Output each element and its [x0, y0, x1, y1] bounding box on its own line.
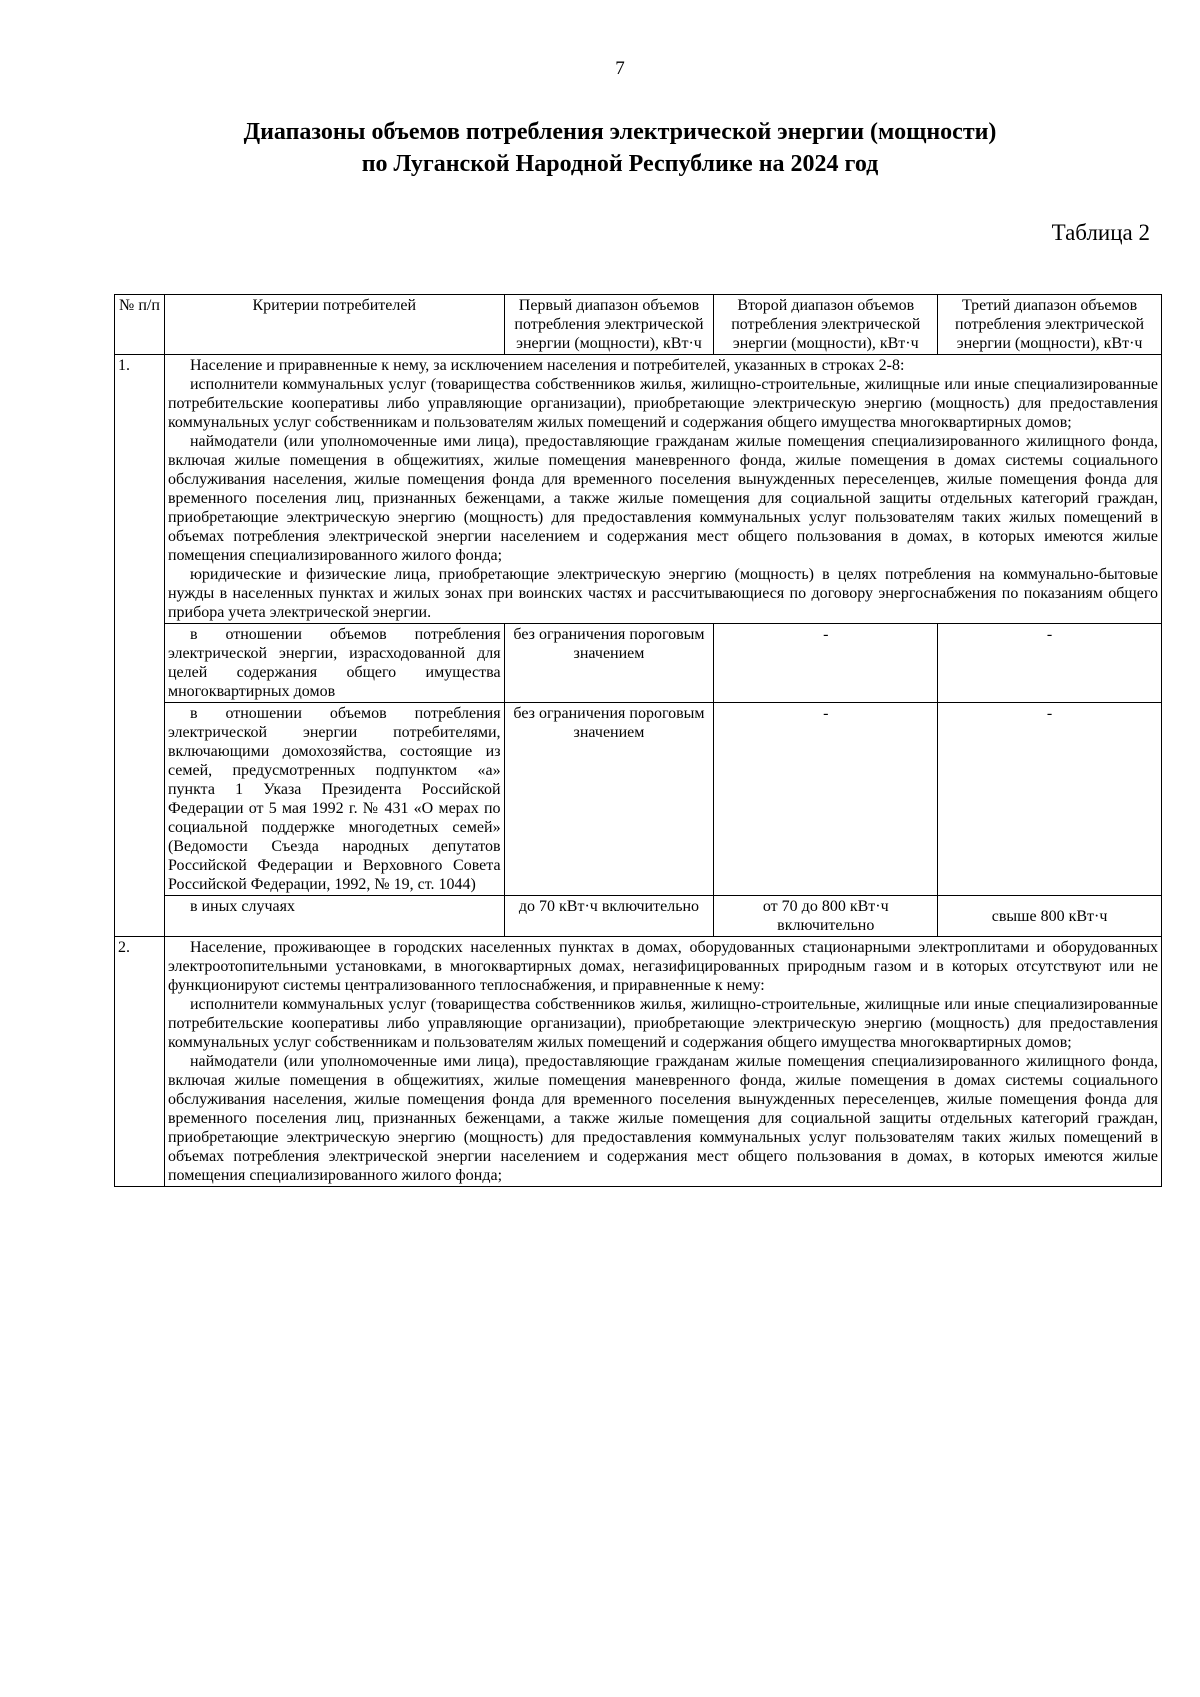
page-title [100, 116, 1140, 180]
range3-cell: - [938, 624, 1162, 703]
table-row [115, 703, 1162, 896]
range2-cell: - [714, 624, 938, 703]
section-2-row [115, 937, 1162, 1187]
table-row [115, 896, 1162, 937]
section-2-number: 2. [115, 937, 165, 1187]
section-1-paragraph: Население и приравненные к нему, за исключением населения и потребителей, указанных в строках 2-8: [189, 357, 905, 374]
header-range2: Второй диапазон объемов потребления электрической энергии (мощности), кВт·ч [714, 295, 938, 355]
criteria-cell: в отношении объемов потребления электрической энергии потребителями, включающими домохозяйства, состоящие из семей, предусмотренных подпунктом «а» пункта 1 Указа Президента Российской Федерации от 5 мая 1992 г. № 431 «О мерах по социальной поддержке многодетных семей» (Ведомости Съезда народных депутатов Российской Федерации и Верховного Совета Российской Федерации, 1992, № 19, ст. 1044) [164, 703, 504, 896]
header-range3: Третий диапазон объемов потребления электрической энергии (мощности), кВт·ч [938, 295, 1162, 355]
range1-cell: до 70 кВт·ч включительно [504, 896, 714, 937]
section-2-paragraph: наймодатели (или уполномоченные ими лица), предоставляющие гражданам жилые помещения специализированного жилищного фонда, включая жилые помещения в общежитиях, жилые помещения маневренного фонда, жилые помещения в домах системы социального обслуживания населения, жилые помещения фонда для временного поселения вынужденных переселенцев, жилые помещения фонда для временного поселения лиц, признанных беженцами, а также жилые помещения для социальной защиты отдельных категорий граждан, приобретающие электрическую энергию (мощность) для предоставления коммунальных услуг пользователям таких жилых помещений в объемах потребления электрической энергии населением и содержания мест общего пользования в домах, в которых имеются жилые помещения специализированного жилого фонда; [167, 1053, 1158, 1184]
criteria-cell: в иных случаях [164, 896, 504, 937]
title-line-2: по Луганской Народной Республике на 2024 год [361, 151, 879, 177]
range2-cell: - [714, 703, 938, 896]
header-range1: Первый диапазон объемов потребления электрической энергии (мощности), кВт·ч [504, 295, 714, 355]
range1-cell: без ограничения пороговым значением [504, 624, 714, 703]
section-2-paragraph: исполнители коммунальных услуг (товарищества собственников жилья, жилищно-строительные, жилищные или иные специализированные потребительские кооперативы либо управляющие организации), приобретающие электрическую энергию (мощность) для предоставления коммунальных услуг собственникам и пользователям жилых помещений и содержания общего имущества многоквартирных домов; [167, 996, 1158, 1051]
table-header-row [115, 295, 1162, 355]
section-2-paragraph: Население, проживающее в городских населенных пунктах в домах, оборудованных стационарными электроплитами и оборудованных электроотопительными установками, в многоквартирных домах, негазифицированных природным газом и в которых отсутствуют или не функционируют системы централизованного теплоснабжения, и приравненные к нему: [167, 939, 1158, 994]
section-2-description [164, 937, 1161, 1187]
consumption-ranges-table [114, 294, 1162, 1187]
range2-cell: от 70 до 800 кВт·ч включительно [714, 896, 938, 937]
range3-cell: - [938, 703, 1162, 896]
section-1-number: 1. [115, 355, 165, 937]
table-label: Таблица 2 [1051, 220, 1150, 245]
header-criteria: Критерии потребителей [164, 295, 504, 355]
section-1-row [115, 355, 1162, 624]
section-1-paragraph: исполнители коммунальных услуг (товарищества собственников жилья, жилищно-строительные, жилищные или иные специализированные потребительские кооперативы либо управляющие организации), приобретающие электрическую энергию (мощность) для предоставления коммунальных услуг собственникам и пользователям жилых помещений и содержания общего имущества многоквартирных домов; [167, 376, 1158, 431]
section-1-paragraph: наймодатели (или уполномоченные ими лица), предоставляющие гражданам жилые помещения специализированного жилищного фонда, включая жилые помещения в общежитиях, жилые помещения маневренного фонда, жилые помещения в домах системы социального обслуживания населения, жилые помещения фонда для временного поселения вынужденных переселенцев, жилые помещения фонда для временного поселения лиц, признанных беженцами, а также жилые помещения для социальной защиты отдельных категорий граждан, приобретающие электрическую энергию (мощность) для предоставления коммунальных услуг пользователям таких жилых помещений в объемах потребления электрической энергии населением и содержания мест общего пользования в домах, в которых имеются жилые помещения специализированного жилого фонда; [167, 433, 1158, 564]
title-line-1: Диапазоны объемов потребления электрической энергии (мощности) [243, 119, 997, 145]
section-1-description [164, 355, 1161, 624]
criteria-cell: в отношении объемов потребления электрической энергии, израсходованной для целей содержания общего имущества многоквартирных домов [164, 624, 504, 703]
table-row [115, 624, 1162, 703]
range1-cell: без ограничения пороговым значением [504, 703, 714, 896]
range3-cell: свыше 800 кВт·ч [938, 896, 1162, 937]
page-number: 7 [615, 58, 625, 79]
section-1-paragraph: юридические и физические лица, приобретающие электрическую энергию (мощность) в целях потребления на коммунально-бытовые нужды в населенных пунктах и жилых зонах при воинских частях и рассчитывающиеся по договору энергоснабжения по показаниям общего прибора учета электрической энергии. [167, 566, 1158, 621]
header-num: № п/п [115, 295, 165, 355]
